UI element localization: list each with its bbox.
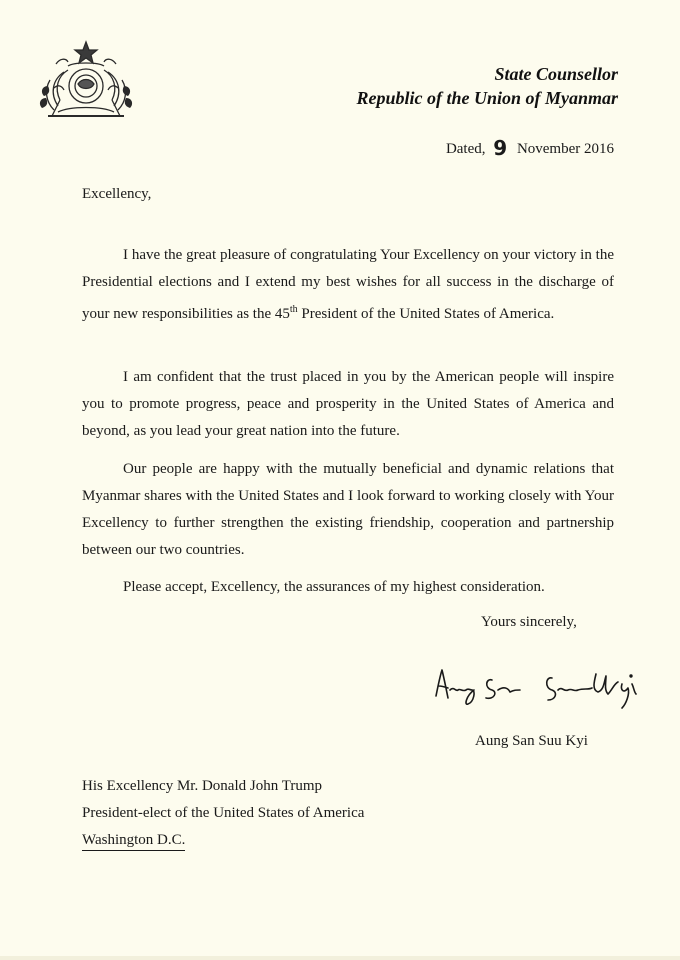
state-seal-icon	[38, 40, 134, 120]
paragraph-1	[82, 242, 614, 328]
paragraph-1-text-end: President of the United States of America.	[297, 306, 555, 322]
letterhead-title: State Counsellor	[494, 64, 618, 84]
paragraph-1-text: I have the great pleasure of congratulating Your Excellency on your victory in the Presidential elections and I extend my best wishes for all success in the discharge of your new responsibilities as the 45	[82, 247, 614, 322]
ordinal-suffix: th	[289, 304, 298, 315]
addressee-block	[82, 773, 364, 854]
page-edge	[0, 956, 680, 960]
date-day: 9	[493, 136, 508, 160]
letterhead-subtitle: Republic of the Union of Myanmar	[356, 88, 618, 108]
date-line	[446, 136, 614, 160]
letterhead	[356, 62, 618, 110]
date-month-year: November 2016	[516, 141, 614, 157]
closing: Yours sincerely,	[481, 614, 577, 630]
date-prefix: Dated,	[445, 141, 486, 157]
signature-image	[428, 660, 668, 716]
paragraph-2: I am confident that the trust placed in you by the American people will inspire you to promote progress, peace and prosperity in the United States of America and beyond, as you lead your great nation into the future.	[82, 369, 614, 439]
addressee-city: Washington D.C.	[82, 830, 185, 851]
addressee-title: President-elect of the United States of America	[82, 805, 365, 821]
paragraph-3: Our people are happy with the mutually beneficial and dynamic relations that Myanmar shares with the United States and I look forward to working closely with Your Excellency to further strengthen the existing friendship, cooperation and partnership between our two countries.	[82, 461, 614, 558]
signer-name: Aung San Suu Kyi	[475, 733, 588, 749]
paragraph-4: Please accept, Excellency, the assurances of my highest consideration.	[123, 579, 545, 595]
addressee-name: His Excellency Mr. Donald John Trump	[82, 778, 322, 794]
salutation: Excellency,	[82, 186, 152, 202]
